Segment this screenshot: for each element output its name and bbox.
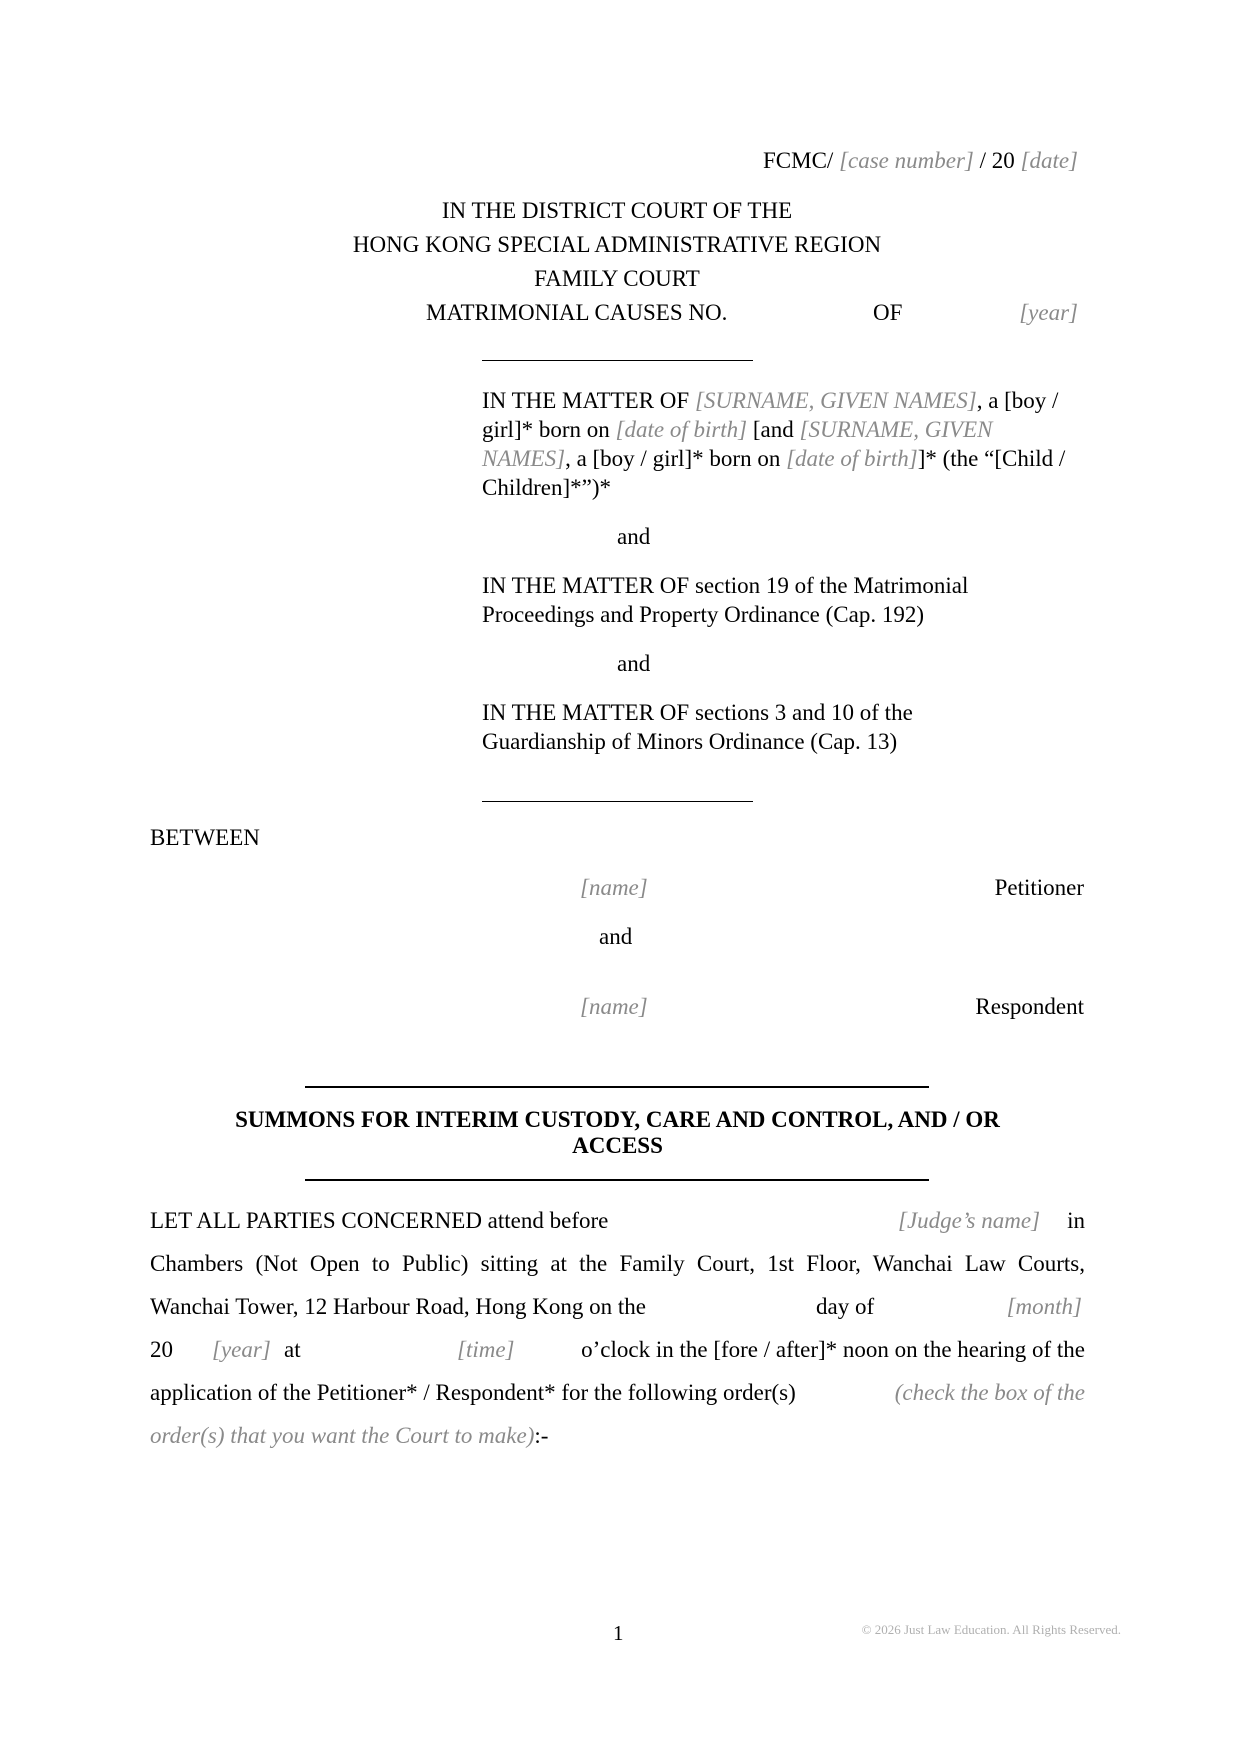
matter1-text-e: [and: [747, 417, 800, 442]
summons-title-line-1: SUMMONS FOR INTERIM CUSTODY, CARE AND CONTROL, AND / OR: [235, 1107, 1000, 1132]
body-l4-century: 20: [150, 1337, 173, 1362]
body-l3-day-of: day of: [816, 1294, 875, 1319]
body-l3-text: Wanchai Tower, 12 Harbour Road, Hong Kong on the: [150, 1294, 646, 1319]
body-l4-text: o’clock in the [fore / after]* noon on the hearing of the: [581, 1337, 1085, 1362]
causes-of-label: OF: [873, 300, 903, 325]
body-line-1: [150, 1208, 1085, 1234]
court-line-3: FAMILY COURT: [534, 266, 700, 291]
child1-name-placeholder: [SURNAME, GIVEN NAMES]: [694, 388, 977, 413]
matter-children: [482, 386, 1082, 502]
between-label: BETWEEN: [150, 825, 260, 850]
matter-mppo: IN THE MATTER OF section 19 of the Matrimonial Proceedings and Property Ordinance (Cap. 192): [482, 573, 969, 627]
divider-rule-2: [482, 801, 753, 802]
child2-dob-placeholder: [date of birth]: [786, 446, 918, 471]
petitioner-label: Petitioner: [994, 875, 1084, 900]
body-l1-in: in: [1067, 1208, 1085, 1233]
order-hint-part-2: order(s) that you want the Court to make): [150, 1423, 535, 1448]
matter-gmo: IN THE MATTER OF sections 3 and 10 of the Guardianship of Minors Ordinance (Cap. 13): [482, 700, 913, 754]
case-reference: [763, 148, 1078, 174]
matter1-text-g: , a [boy / girl]* born on: [565, 446, 787, 471]
body-line-6: [150, 1423, 1085, 1449]
title-rule-top: [305, 1086, 929, 1088]
and-connector-3: and: [599, 924, 633, 949]
respondent-name-placeholder: [name]: [580, 994, 648, 1019]
body-line-5: [150, 1380, 1085, 1406]
body-l5-text: application of the Petitioner* / Respondent* for the following order(s): [150, 1380, 796, 1405]
case-date-placeholder: [date]: [1020, 148, 1078, 173]
court-line-2: HONG KONG SPECIAL ADMINISTRATIVE REGION: [352, 232, 882, 257]
judge-name-placeholder: [Judge’s name]: [898, 1208, 1041, 1233]
body-line-2: Chambers (Not Open to Public) sitting at the Family Court, 1st Floor, Wanchai Law Courts,: [150, 1251, 1085, 1276]
matter1-text-c: , a [boy / girl]* born on: [482, 388, 1059, 442]
court-line-1: IN THE DISTRICT COURT OF THE: [441, 198, 793, 223]
petitioner-name-placeholder: [name]: [580, 875, 648, 900]
matter1-text-i: ]* (the “[Child / Children]*”)*: [482, 446, 1066, 500]
time-placeholder: [time]: [457, 1337, 515, 1362]
page-number: 1: [613, 1621, 624, 1645]
month-placeholder: [month]: [1006, 1294, 1082, 1319]
matter1-text-a: IN THE MATTER OF: [482, 388, 695, 413]
summons-title-line-2: ACCESS: [572, 1133, 663, 1158]
body-l6-end: :-: [534, 1423, 549, 1448]
case-year-prefix: / 20: [979, 148, 1015, 173]
body-l1-text: LET ALL PARTIES CONCERNED attend before: [150, 1208, 609, 1233]
child1-dob-placeholder: [date of birth]: [615, 417, 748, 442]
body-line-4: [150, 1337, 1085, 1363]
summons-title: [150, 1107, 1085, 1159]
case-prefix: FCMC/: [762, 148, 834, 173]
causes-label: MATRIMONIAL CAUSES NO.: [426, 300, 728, 325]
causes-year-placeholder: [year]: [1019, 300, 1078, 325]
and-connector-1: and: [617, 524, 651, 549]
divider-rule-1: [482, 360, 753, 361]
title-rule-bottom: [305, 1179, 929, 1181]
body-line-3: [150, 1294, 1085, 1320]
respondent-label: Respondent: [975, 994, 1084, 1019]
and-connector-2: and: [617, 651, 651, 676]
year-placeholder: [year]: [212, 1337, 271, 1362]
order-hint-part-1: (check the box of the: [894, 1380, 1085, 1405]
body-l4-at: at: [284, 1337, 301, 1362]
child2-name-placeholder: [SURNAME, GIVEN NAMES]: [482, 417, 993, 471]
case-number-placeholder: [case number]: [839, 148, 974, 173]
copyright-notice: © 2026 Just Law Education. All Rights Reserved.: [861, 1622, 1121, 1637]
